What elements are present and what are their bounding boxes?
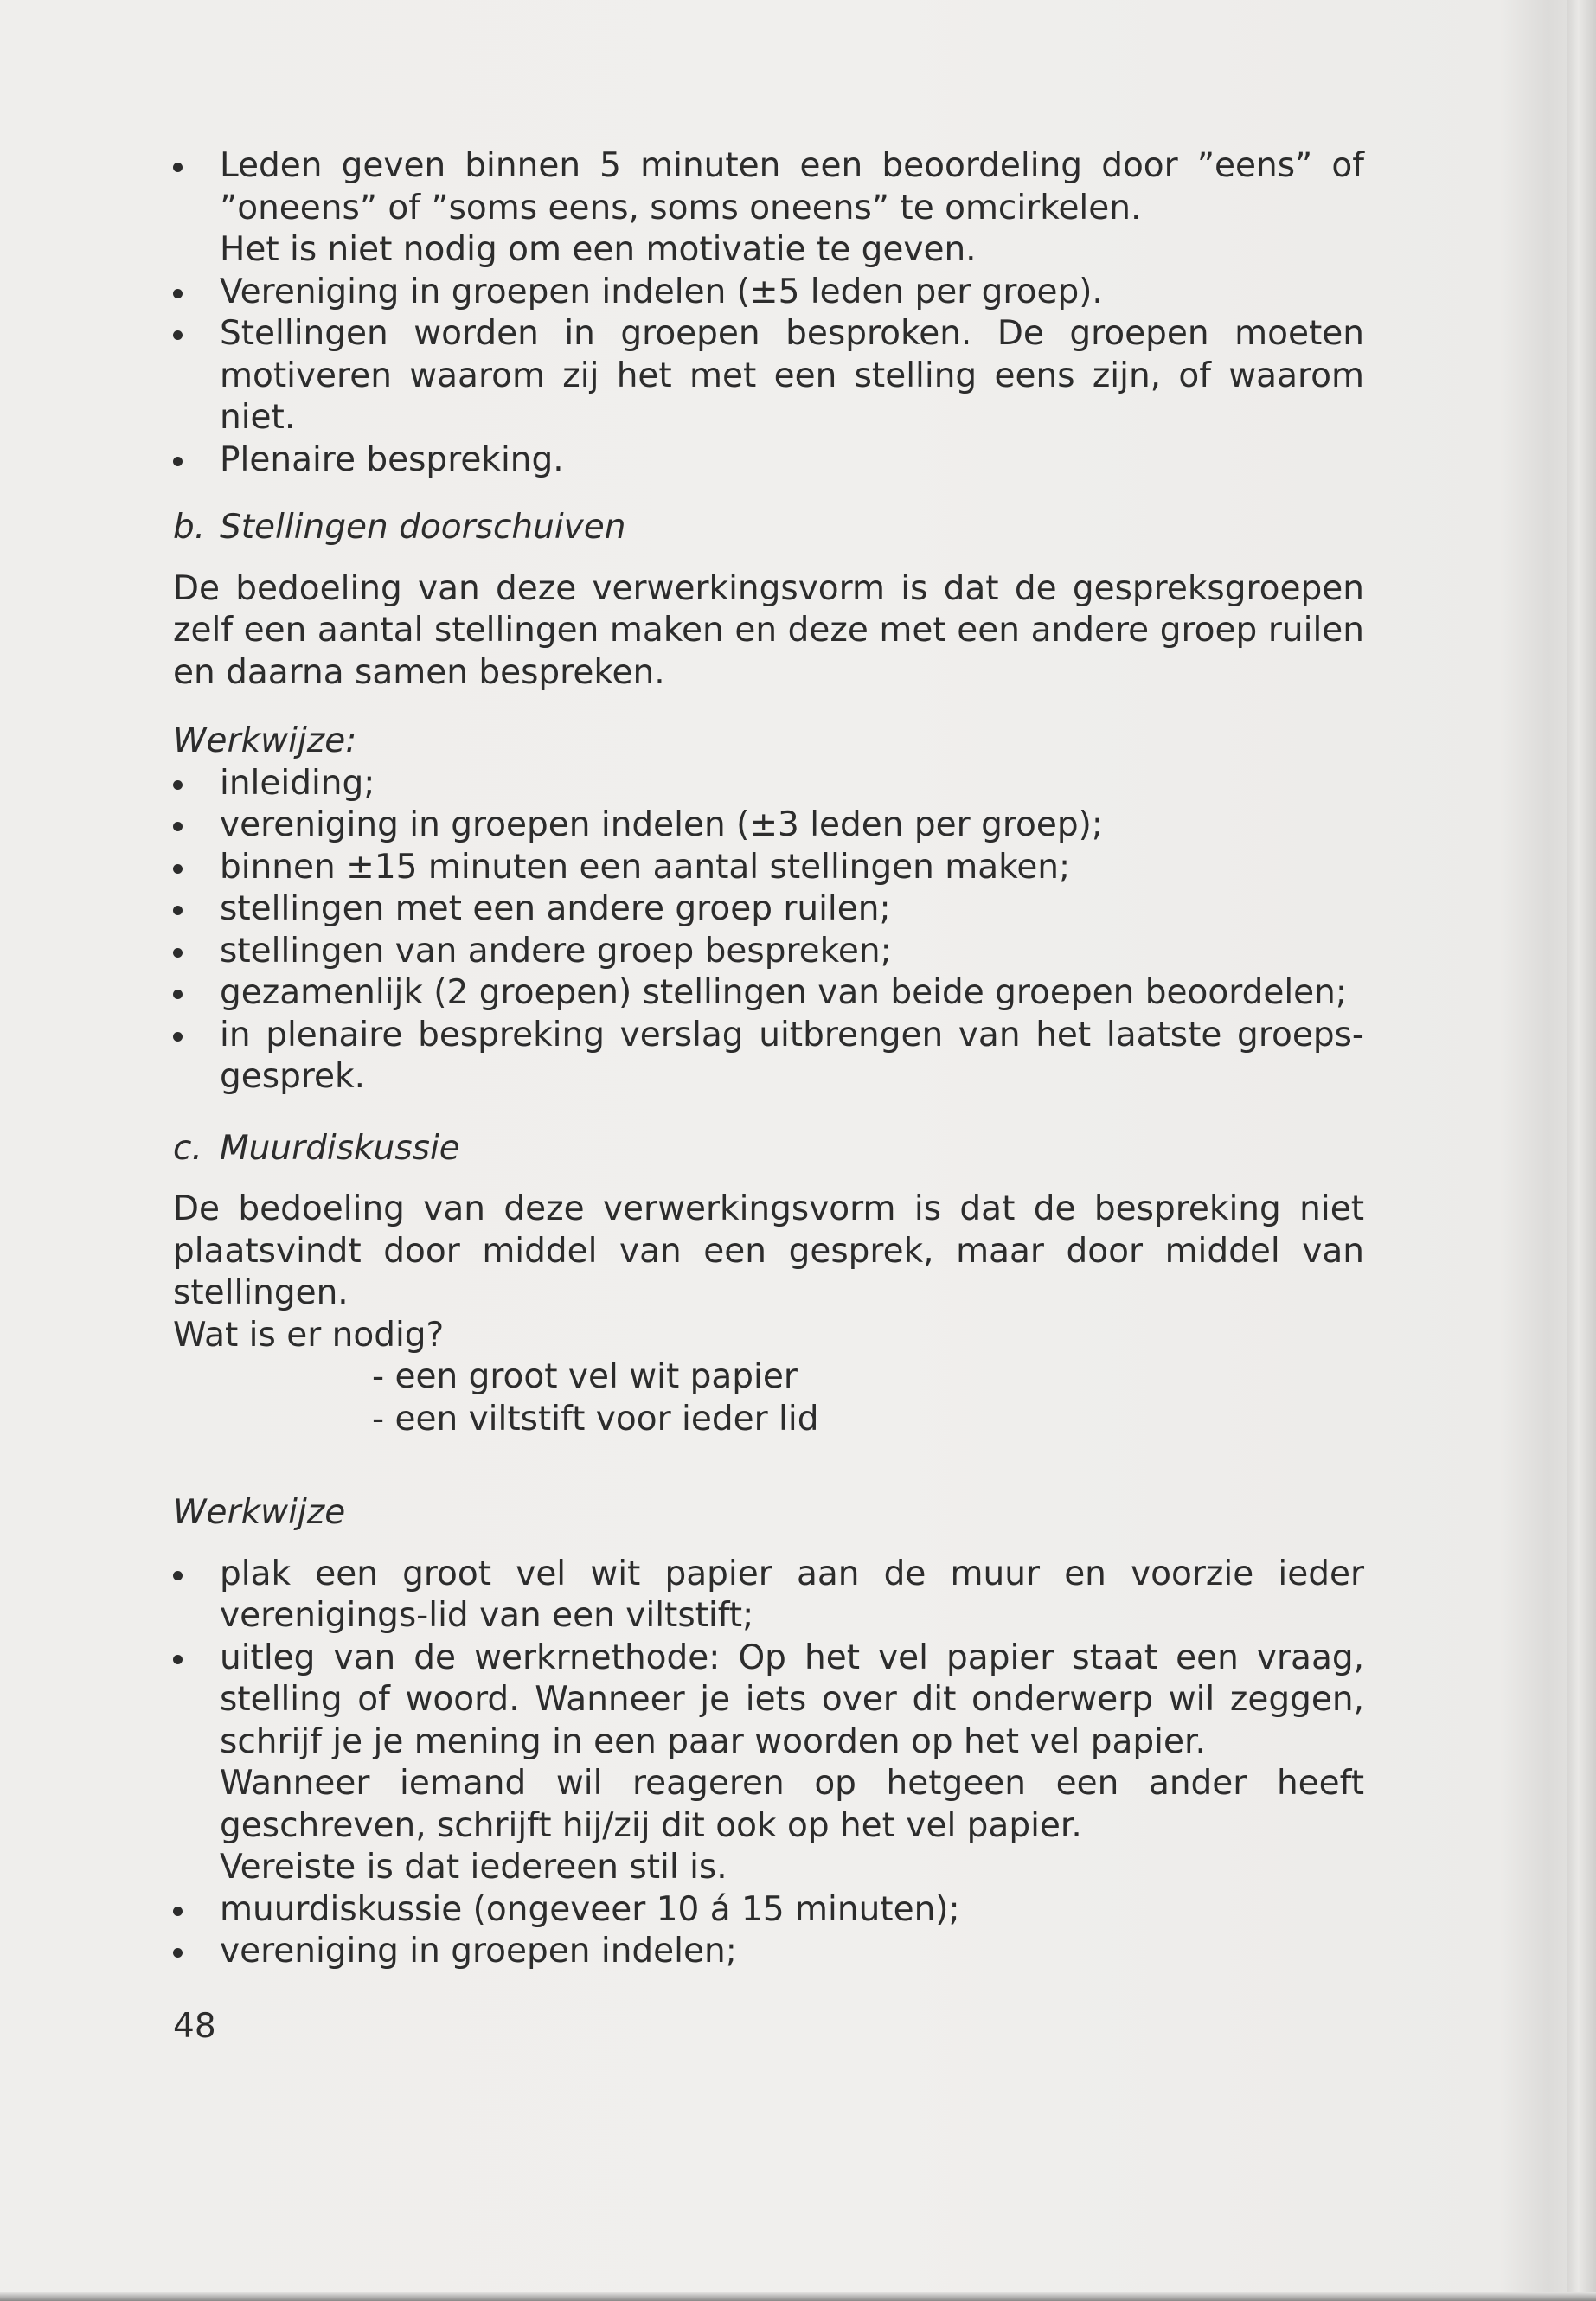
section-b-intro: De bedoeling van deze verwerkingsvorm is dat de gespreksgroepen zelf een aantal stellingen maken en deze met een andere groep ruilen en daarna samen bespreken. (173, 568, 1364, 692)
page-bottom-edge (0, 2292, 1596, 2301)
section-c-intro: De bedoeling van deze verwerkingsvorm is dat de bespreking niet plaatsvindt door middel van een gesprek, maar door middel van stellingen. (173, 1189, 1364, 1312)
needs-question: Wat is er nodig? (173, 1315, 445, 1355)
page-number: 48 (173, 2006, 216, 2046)
bullet-item: stellingen van andere groep bespreken; (173, 931, 1364, 973)
needs-item: - een groot vel wit papier (372, 1357, 798, 1396)
bullet-item: Stellingen worden in groepen besproken. De groepen moeten motiveren waarom zij het met een stelling eens zijn, of waarom niet. (173, 313, 1364, 439)
bullet-item: binnen ±15 minuten een aantal stellingen maken; (173, 847, 1364, 889)
bullet-item: Leden geven binnen 5 minuten een beoordeling door ”eens” of ”oneens” of ”soms eens, soms oneens” te omcirkelen. (173, 145, 1364, 229)
section-heading-b (173, 507, 1364, 549)
bullet-continuation: Wanneer iemand wil reageren op hetgeen een ander heeft geschreven, schrijft hij/zij dit ook op het vel papier. (220, 1764, 1364, 1845)
bullet-item: stellingen met een andere groep ruilen; (173, 888, 1364, 931)
bullet-item: plak een groot vel wit papier aan de muur en voorzie ieder verenigings-lid van een viltstift; (173, 1554, 1364, 1638)
bullet-item: gezamenlijk (2 groepen) stellingen van beide groepen beoordelen; (173, 972, 1364, 1015)
bullet-item: in plenaire bespreking verslag uitbrengen van het laatste groeps-gesprek. (173, 1015, 1364, 1099)
needs-item: - een viltstift voor ieder lid (372, 1399, 819, 1439)
section-title: Stellingen doorschuiven (220, 508, 626, 547)
section-heading-c (173, 1128, 1364, 1170)
page-content (173, 145, 1364, 2048)
bullet-item: vereniging in groepen indelen (±3 leden per groep); (173, 804, 1364, 847)
bullet-item: vereniging in groepen indelen; (173, 1931, 1364, 1973)
bullet-item: Plenaire bespreking. (173, 439, 1364, 482)
bullet-item: Vereniging in groepen indelen (±5 leden per groep). (173, 272, 1364, 314)
bullet-continuation: Het is niet nodig om een motivatie te geven. (220, 230, 977, 269)
page-spine-shadow (1567, 0, 1596, 2301)
section-title: Muurdiskussie (220, 1128, 460, 1168)
bullet-item: muurdiskussie (ongeveer 10 á 15 minuten); (173, 1889, 1364, 1932)
section-letter: b. (173, 508, 206, 547)
bullet-item: uitleg van de werkrnethode: Op het vel papier staat een vraag, stelling of woord. Wanneer je iets over dit onderwerp wil zeggen, schrijf je je mening in een paar woorden op het vel papier. (173, 1638, 1364, 1764)
werkwijze-label: Werkwijze: (173, 721, 357, 760)
section-letter: c. (173, 1128, 202, 1168)
bullet-item: inleiding; (173, 763, 1364, 805)
werkwijze-label: Werkwijze (173, 1493, 346, 1532)
bullet-continuation: Vereiste is dat iedereen stil is. (220, 1848, 727, 1887)
